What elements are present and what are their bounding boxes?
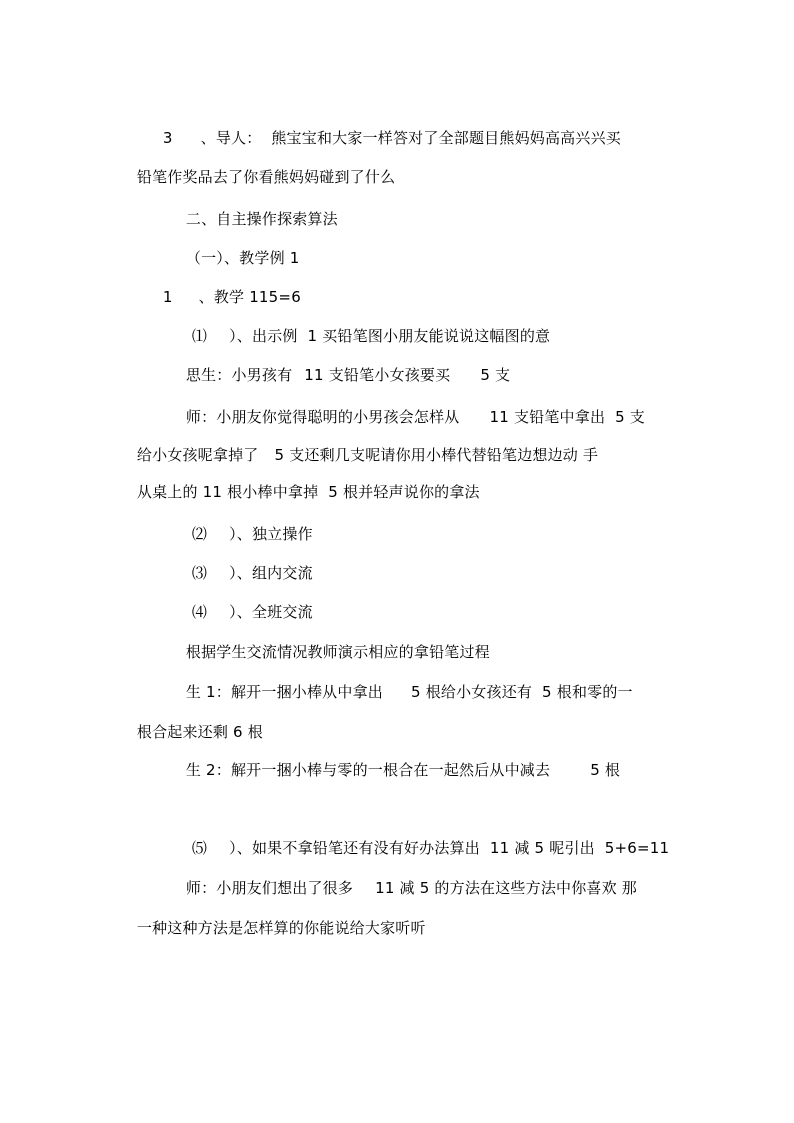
line-text: ）、全班交流	[229, 603, 313, 621]
line-text: ）、如果不拿铅笔还有没有好办法算出 11 减 5 呢引出 5+6=11	[229, 839, 670, 857]
line-number: 3	[162, 129, 173, 147]
line-number: 1	[162, 288, 173, 306]
line-text: 一种这种方法是怎样算的你能说给大家听听	[136, 919, 426, 937]
line-text: 、教学 115=6	[198, 288, 301, 306]
line-text: 铅笔作奖品去了你看熊妈妈碰到了什么	[136, 168, 396, 186]
line-text: 从桌上的 11 根小棒中拿掉 5 根并轻声说你的拿法	[136, 483, 480, 501]
line-text: 生 1：解开一捆小棒从中拿出	[185, 683, 383, 701]
line-text: 11 支铅笔中拿出 5 支	[489, 408, 645, 426]
line-text: 、导人： 熊宝宝和大家一样答对了全部题目熊妈妈高高兴兴买	[200, 129, 621, 147]
subsection-title: （一）、教学例 1	[185, 249, 300, 267]
line-text: 师：小朋友你觉得聪明的小男孩会怎样从	[185, 408, 460, 426]
line-text: 根合起来还剩 6 根	[136, 723, 263, 741]
line-text: ）、组内交流	[229, 564, 313, 582]
line-text: ）、出示例 1 买铅笔图小朋友能说说这幅图的意	[229, 327, 551, 345]
line-text: 5 根	[590, 761, 621, 779]
line-text: 给小女孩呢拿掉了	[136, 446, 259, 464]
line-text: 根据学生交流情况教师演示相应的拿铅笔过程	[185, 643, 490, 661]
line-text: 11 支铅笔小女孩要买	[304, 366, 451, 384]
text-line-teacher-summary-cont	[117, 898, 426, 958]
step-marker: ⑸	[191, 839, 208, 857]
step-marker: ⑵	[191, 525, 208, 543]
line-text: 生 2：解开一捆小棒与零的一根合在一起然后从中减去	[185, 761, 551, 779]
line-text: 5 支	[480, 366, 511, 384]
line-text: 师：小朋友们想出了很多	[185, 879, 354, 897]
step-marker: ⑶	[191, 564, 208, 582]
line-text: ）、独立操作	[229, 525, 313, 543]
line-text: 思生：小男孩有	[185, 366, 293, 384]
step-marker: ⑷	[191, 603, 208, 621]
text-line-student-2	[166, 740, 620, 800]
line-text: 5 支还剩几支呢请你用小棒代替铅笔边想边动 手	[274, 446, 599, 464]
section-title: 二、自主操作探索算法	[185, 210, 338, 228]
line-text: 11 减 5 的方法在这些方法中你喜欢 那	[375, 879, 637, 897]
step-marker: ⑴	[191, 327, 208, 345]
line-text: 5 根给小女孩还有 5 根和零的一	[411, 683, 633, 701]
